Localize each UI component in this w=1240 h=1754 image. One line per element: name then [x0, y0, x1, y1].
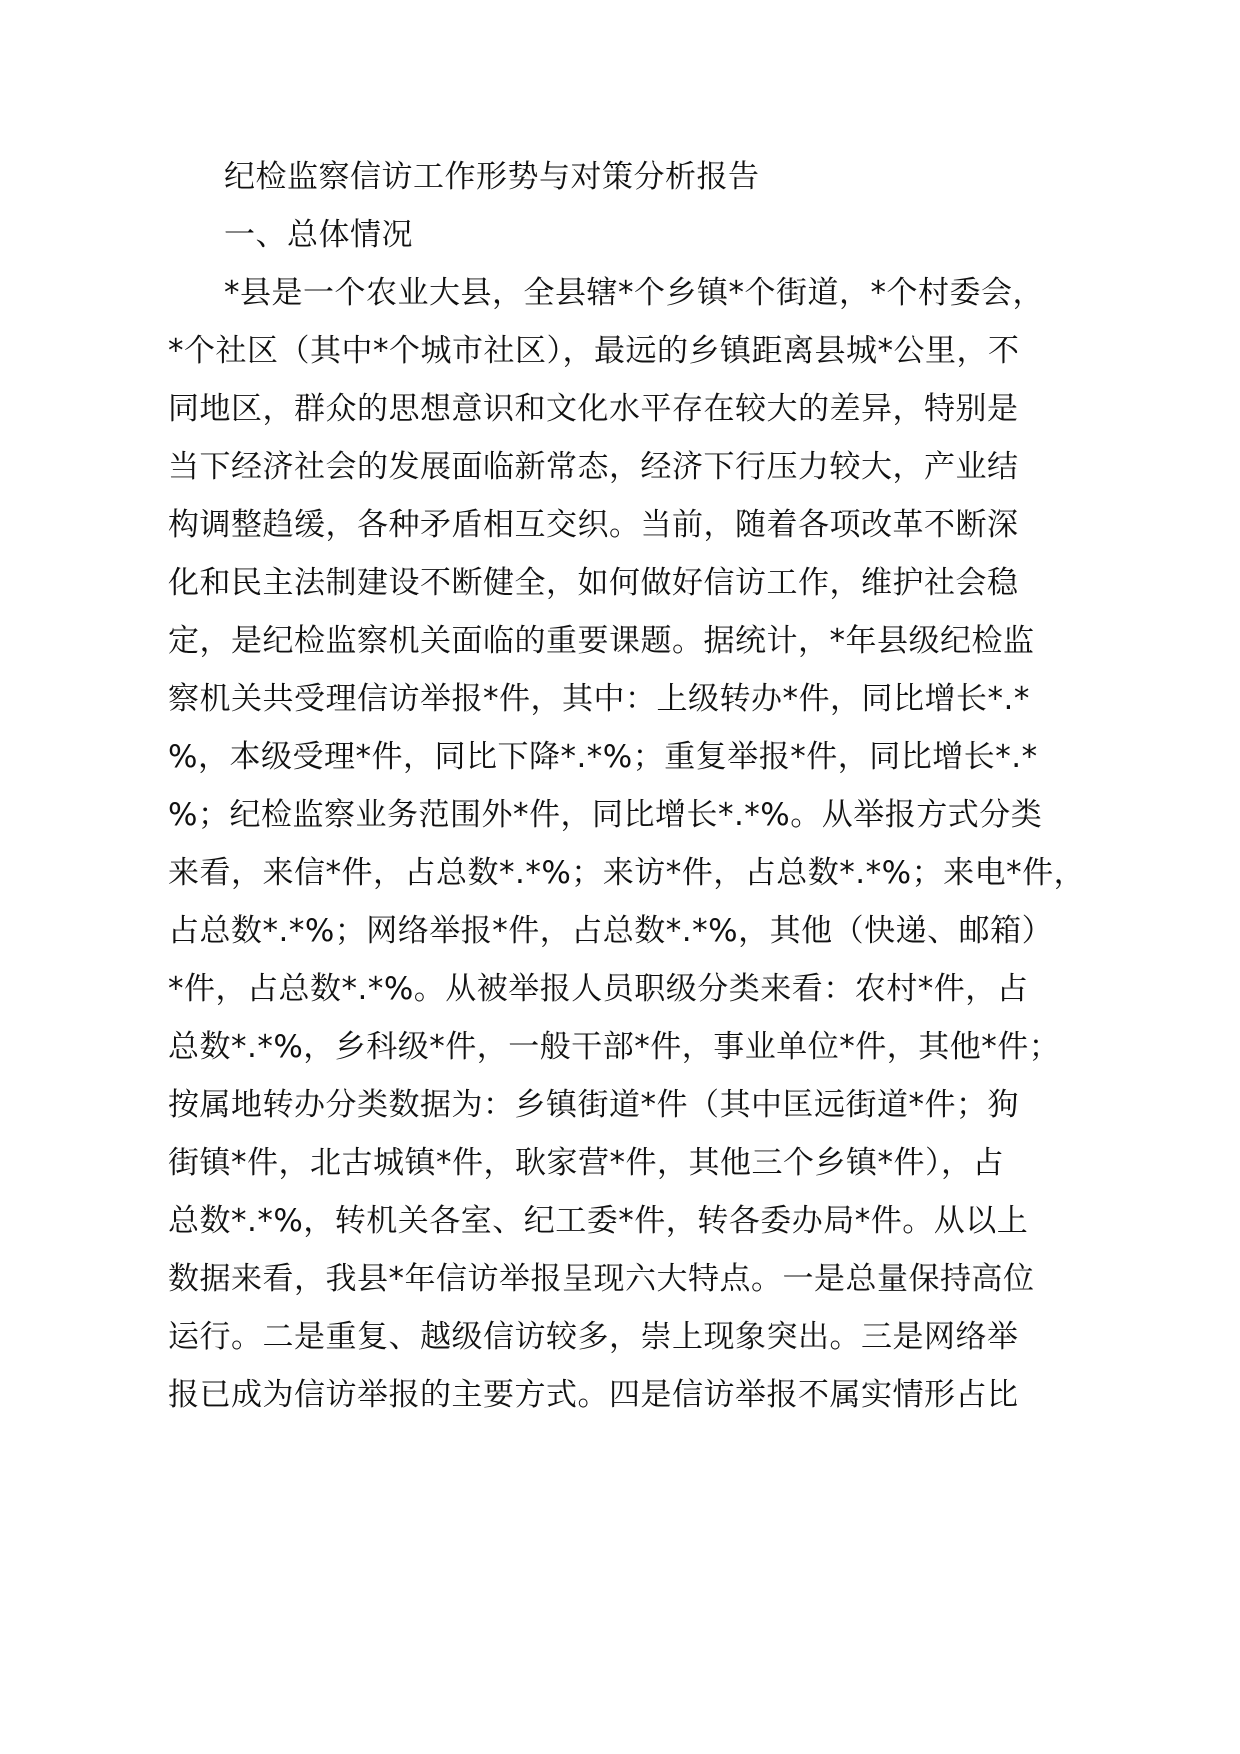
paragraph-line: 报已成为信访举报的主要方式。四是信访举报不属实情形占比 — [168, 1377, 1019, 1413]
paragraph-line: %，本级受理*件，同比下降*.*%；重复举报*件，同比增长*.* — [168, 739, 1038, 775]
paragraph-line: 构调整趋缓，各种矛盾相互交织。当前，随着各项改革不断深 — [168, 507, 1019, 543]
document-title: 纪检监察信访工作形势与对策分析报告 — [224, 159, 760, 195]
paragraph-line: 占总数*.*%；网络举报*件，占总数*.*%，其他（快递、邮箱） — [168, 913, 1054, 949]
paragraph-line: 同地区，群众的思想意识和文化水平存在较大的差异，特别是 — [168, 391, 1019, 427]
paragraph-line: *件，占总数*.*%。从被举报人员职级分类来看：农村*件，占 — [168, 971, 1029, 1007]
paragraph-line: 当下经济社会的发展面临新常态，经济下行压力较大，产业结 — [168, 449, 1019, 485]
paragraph-line: 总数*.*%，转机关各室、纪工委*件，转各委办局*件。从以上 — [168, 1203, 1029, 1239]
paragraph-line: 化和民主法制建设不断健全，如何做好信访工作，维护社会稳 — [168, 565, 1019, 601]
paragraph-line: 数据来看，我县*年信访举报呈现六大特点。一是总量保持高位 — [168, 1261, 1035, 1297]
section-heading: 一、总体情况 — [224, 217, 413, 253]
paragraph-line: 总数*.*%，乡科级*件，一般干部*件，事业单位*件，其他*件； — [168, 1029, 1061, 1065]
paragraph-line: 运行。二是重复、越级信访较多，崇上现象突出。三是网络举 — [168, 1319, 1019, 1355]
paragraph-line: 来看，来信*件，占总数*.*%；来访*件，占总数*.*%；来电*件， — [168, 855, 1086, 891]
paragraph-line: 街镇*件，北古城镇*件，耿家营*件，其他三个乡镇*件），占 — [168, 1145, 1004, 1181]
paragraph-line: 按属地转办分类数据为：乡镇街道*件（其中匡远街道*件；狗 — [168, 1087, 1019, 1123]
paragraph-line: 定，是纪检监察机关面临的重要课题。据统计，*年县级纪检监 — [168, 623, 1035, 659]
paragraph-line: 察机关共受理信访举报*件，其中：上级转办*件，同比增长*.* — [168, 681, 1030, 717]
paragraph-line: *个社区（其中*个城市社区），最远的乡镇距离县城*公里，不 — [168, 333, 1020, 369]
paragraph-line: *县是一个农业大县，全县辖*个乡镇*个街道，*个村委会， — [224, 275, 1044, 311]
paragraph-line: %；纪检监察业务范围外*件，同比增长*.*%。从举报方式分类 — [168, 797, 1043, 833]
